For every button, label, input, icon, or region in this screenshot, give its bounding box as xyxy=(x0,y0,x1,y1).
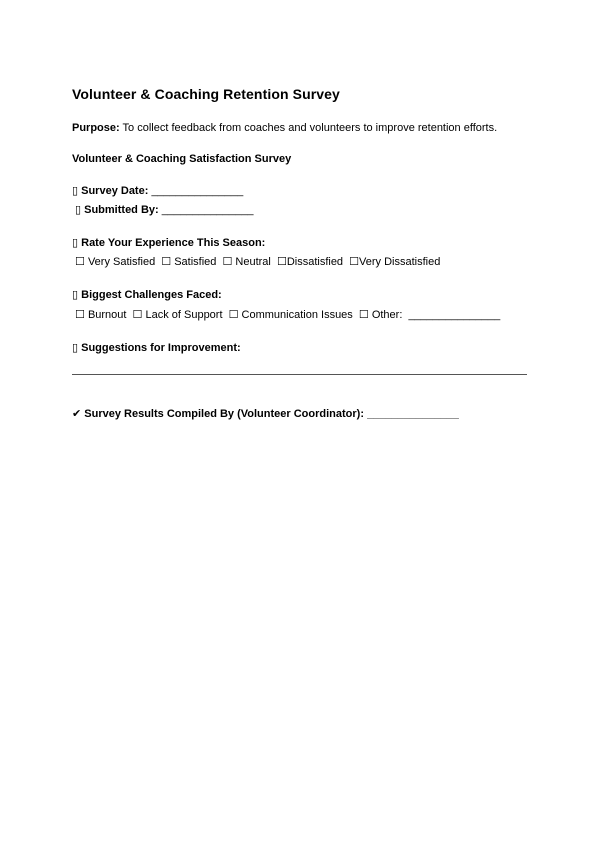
calendar-icon: ▯ xyxy=(72,184,79,197)
survey-date-line xyxy=(72,184,243,198)
star-icon: ▯ xyxy=(72,236,79,249)
challenge-options xyxy=(75,308,500,322)
rate-option-neutral[interactable]: ☐ Neutral xyxy=(222,255,271,268)
purpose-line xyxy=(72,121,497,135)
checkbox-icon[interactable]: ☐ xyxy=(276,255,287,268)
checkbox-icon[interactable]: ☐ xyxy=(349,255,359,268)
checkmark-icon: ✔ xyxy=(72,407,82,420)
purpose-text: To collect feedback from coaches and volunteers to improve retention efforts. xyxy=(119,122,498,134)
warning-icon: ▯ xyxy=(72,288,79,301)
survey-date-field[interactable]: _______________ xyxy=(151,185,244,197)
submitted-by-line xyxy=(75,203,254,217)
compiled-by-label: Survey Results Compiled By (Volunteer Coordinator): xyxy=(81,408,368,420)
rate-options xyxy=(75,255,443,269)
challenge-option-burnout[interactable]: ☐ Burnout xyxy=(75,308,127,321)
submitted-by-field[interactable]: _______________ xyxy=(161,204,254,216)
rate-heading-line xyxy=(72,236,265,250)
section-subtitle: Volunteer & Coaching Satisfaction Survey xyxy=(72,153,292,165)
rate-option-very-dissatisfied[interactable]: ☐Very Dissatisfied xyxy=(349,255,441,268)
rate-option-satisfied[interactable]: ☐ Satisfied xyxy=(161,255,217,268)
submitted-by-label: Submitted By: xyxy=(84,204,162,216)
challenge-option-communication[interactable]: ☐ Communication Issues xyxy=(228,308,353,321)
survey-date-label: Survey Date: xyxy=(81,185,152,197)
rate-option-very-satisfied[interactable]: ☐ Very Satisfied xyxy=(75,255,156,268)
checkbox-icon[interactable]: ☐ xyxy=(75,255,85,268)
checkbox-icon[interactable]: ☐ xyxy=(222,255,233,268)
checkbox-icon[interactable]: ☐ xyxy=(161,255,172,268)
purpose-label: Purpose: xyxy=(72,122,120,134)
checkbox-icon[interactable]: ☐ xyxy=(75,308,85,321)
checkbox-icon[interactable]: ☐ xyxy=(358,308,369,321)
suggestions-answer-line[interactable] xyxy=(72,374,527,375)
compiled-by-line xyxy=(72,407,459,421)
challenges-heading-line xyxy=(72,288,222,302)
challenge-other-field[interactable]: _______________ xyxy=(408,309,501,321)
checkbox-icon[interactable]: ☐ xyxy=(228,308,239,321)
suggestions-heading: Suggestions for Improvement: xyxy=(81,342,241,354)
lightbulb-icon: ▯ xyxy=(72,341,79,354)
challenge-option-other[interactable]: ☐ Other: xyxy=(358,308,406,321)
checkbox-icon[interactable]: ☐ xyxy=(132,308,143,321)
compiled-by-field[interactable]: _______________ xyxy=(367,408,459,420)
person-icon: ▯ xyxy=(75,203,82,216)
rate-option-dissatisfied[interactable]: ☐Dissatisfied xyxy=(276,255,344,268)
challenge-option-lack-of-support[interactable]: ☐ Lack of Support xyxy=(132,308,223,321)
rate-heading: Rate Your Experience This Season: xyxy=(81,237,266,249)
suggestions-heading-line xyxy=(72,341,241,355)
survey-title: Volunteer & Coaching Retention Survey xyxy=(72,86,340,102)
challenges-heading: Biggest Challenges Faced: xyxy=(81,289,222,301)
